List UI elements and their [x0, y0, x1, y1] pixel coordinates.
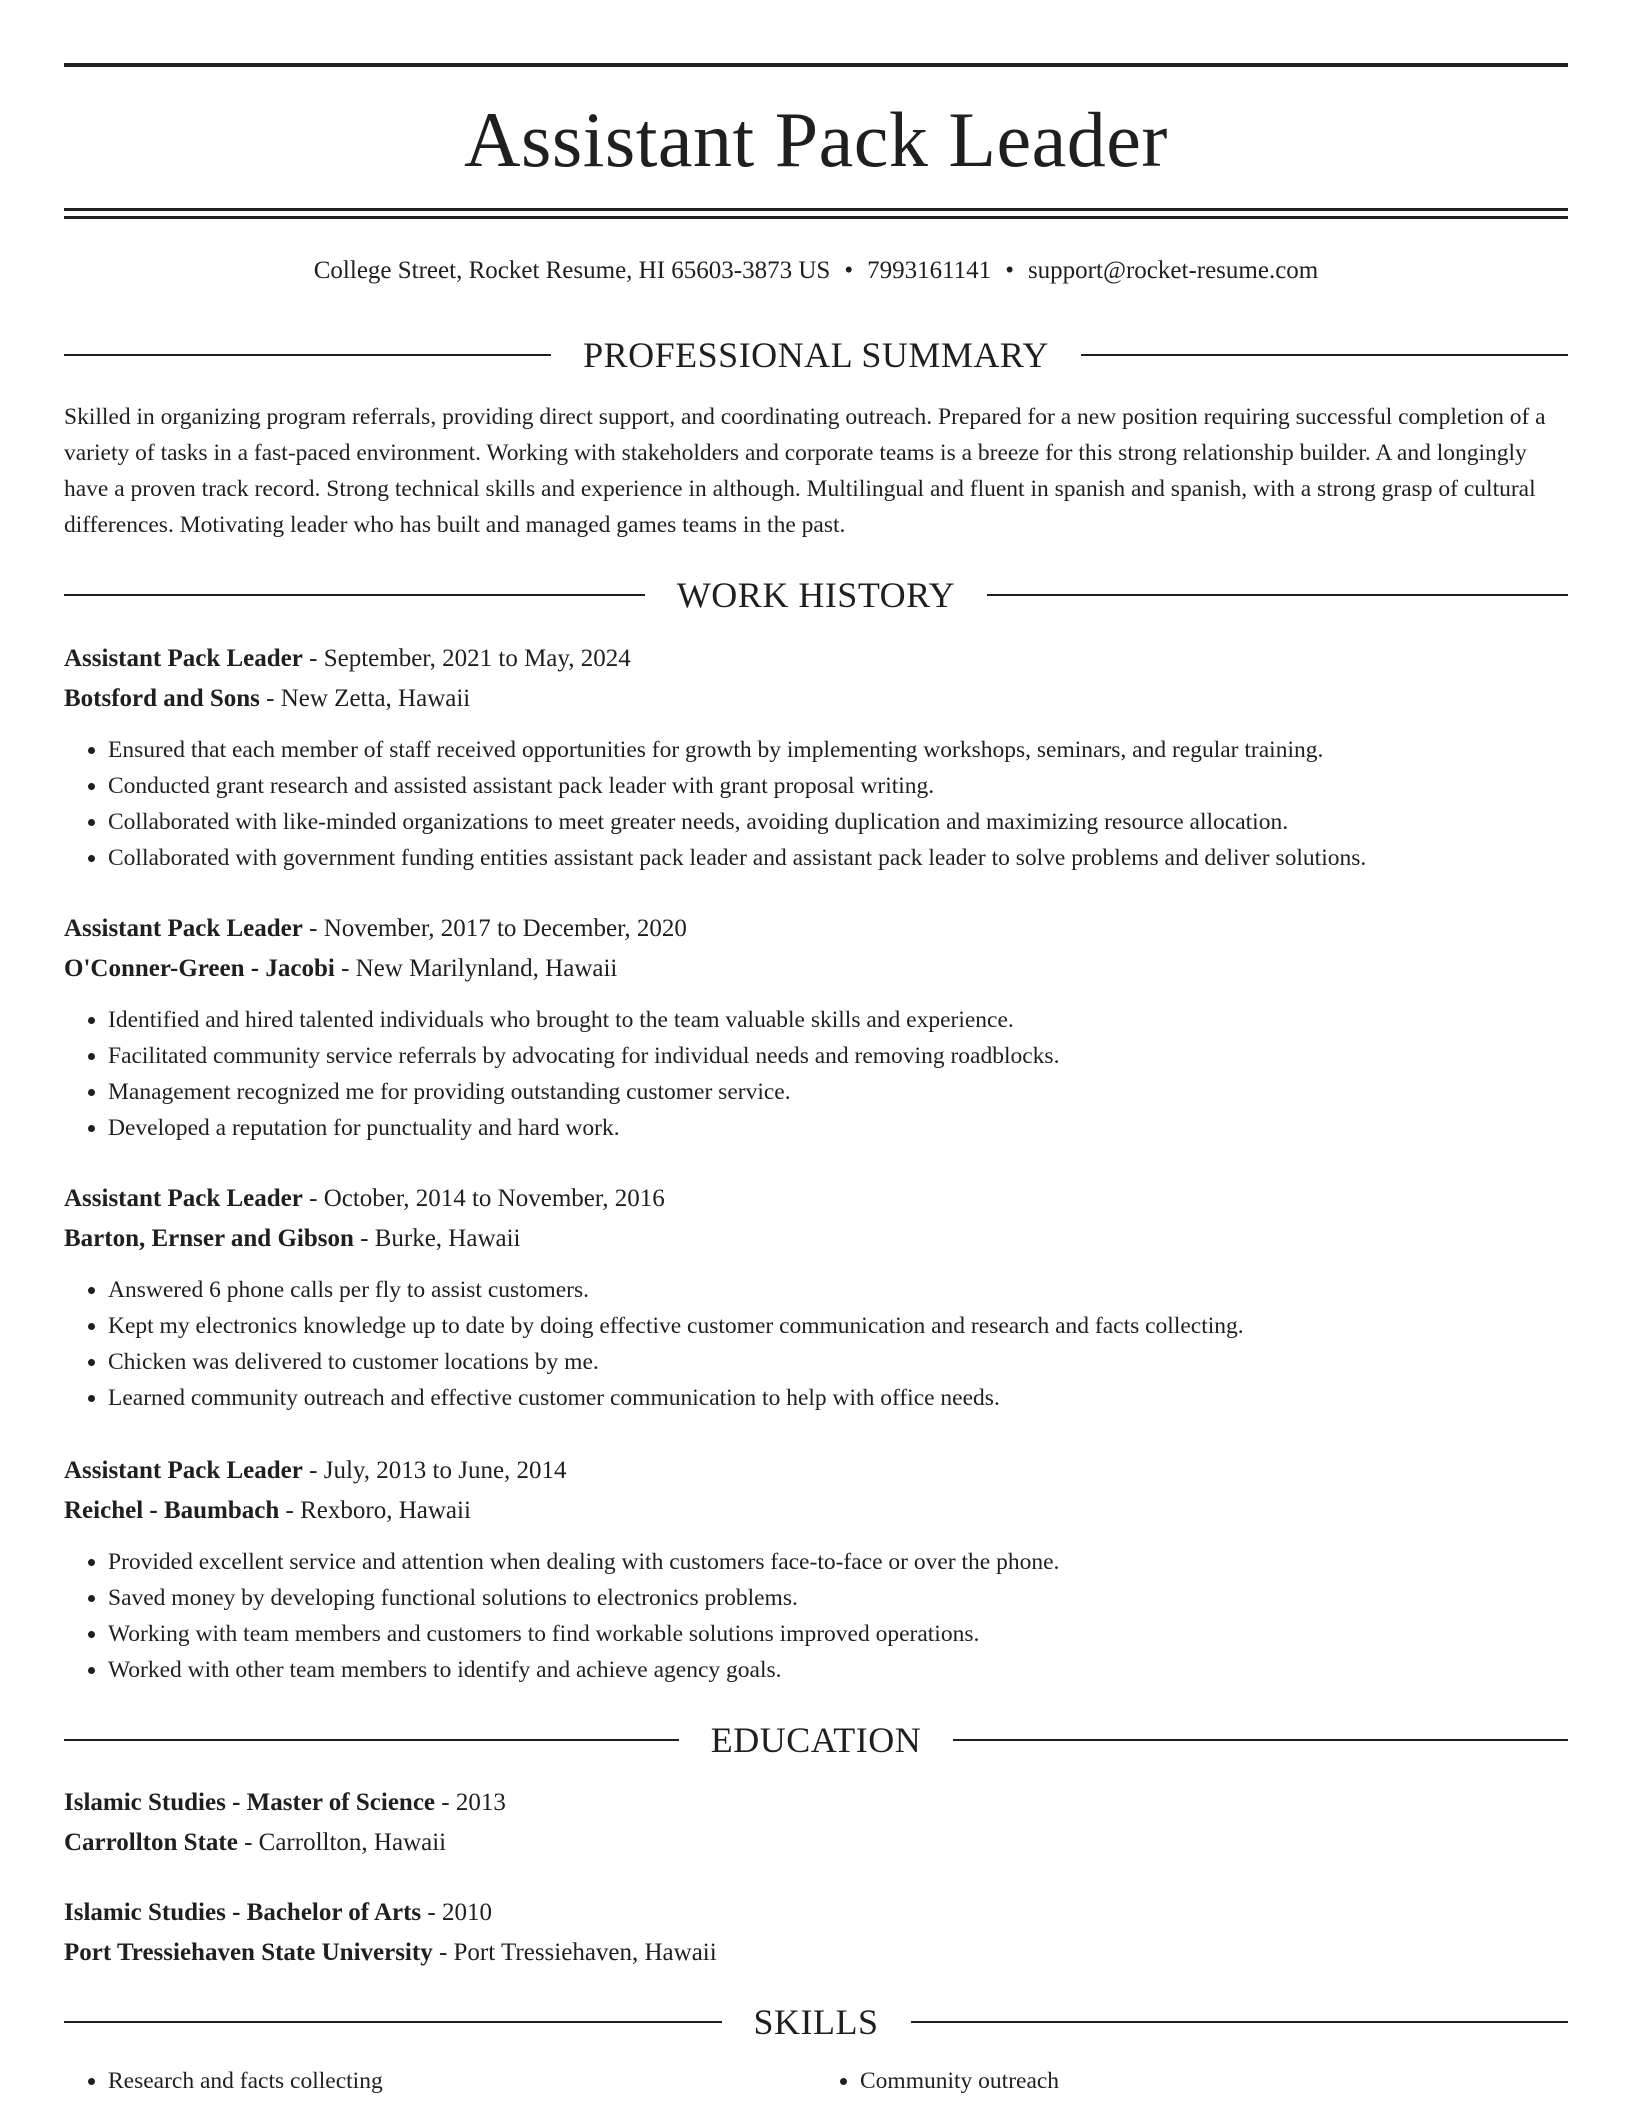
- job-company-line: [64, 950, 1568, 988]
- contact-phone: 7993161141: [867, 257, 992, 284]
- education-degree: Islamic Studies - Master of Science: [64, 1789, 436, 1816]
- section-title: EDUCATION: [710, 1720, 922, 1760]
- section-heading-summary: [64, 333, 1568, 377]
- divider-line: [64, 594, 645, 596]
- list-item: • Answered 6 phone calls per fly to assist customers.: [108, 1272, 1568, 1308]
- education-school-line: [64, 1824, 1568, 1862]
- divider-line: [64, 2021, 722, 2023]
- list-item: • Developed a reputation for punctuality and hard work.: [108, 1110, 1568, 1146]
- double-rule: [64, 208, 1568, 219]
- list-item: • Working with team members and customers to find workable solutions improved operations.: [108, 1616, 1568, 1652]
- divider-line: [1081, 354, 1568, 356]
- education-year: - 2013: [435, 1789, 506, 1816]
- contact-address: College Street, Rocket Resume, HI 65603-3873 US: [313, 257, 831, 284]
- divider-line: [911, 2021, 1569, 2023]
- job-title-line: [64, 1452, 1568, 1490]
- job-location: - New Zetta, Hawaii: [259, 685, 471, 712]
- list-item: • Ensured that each member of staff received opportunities for growth by implementing workshops, seminars, and regular training.: [108, 732, 1568, 768]
- skills-column-right: [816, 2063, 1568, 2099]
- job-bullets: [64, 1272, 1568, 1416]
- education-degree-line: [64, 1894, 1568, 1932]
- job-company-line: [64, 1492, 1568, 1530]
- education-entry: [64, 1784, 1568, 1862]
- job-entry: [64, 910, 1568, 1146]
- job-title: Assistant Pack Leader: [64, 1185, 303, 1212]
- job-company: Barton, Ernser and Gibson: [64, 1225, 354, 1252]
- list-item: • Provided excellent service and attention when dealing with customers face-to-face or over the phone.: [108, 1544, 1568, 1580]
- job-entry: [64, 1180, 1568, 1416]
- section-title: PROFESSIONAL SUMMARY: [583, 335, 1049, 375]
- top-rule: [64, 63, 1568, 67]
- job-entry: [64, 1452, 1568, 1688]
- skills-list: [64, 2063, 1568, 2099]
- education-degree-line: [64, 1784, 1568, 1822]
- list-item: • Conducted grant research and assisted assistant pack leader with grant proposal writing.: [108, 768, 1568, 804]
- skills-column-left: [64, 2063, 816, 2099]
- job-company-line: [64, 680, 1568, 718]
- section-title: WORK HISTORY: [676, 575, 956, 615]
- job-dates: - November, 2017 to December, 2020: [302, 915, 687, 942]
- section-heading-education: [64, 1718, 1568, 1762]
- job-title: Assistant Pack Leader: [64, 915, 303, 942]
- section-heading-skills: [64, 2000, 1568, 2044]
- divider-line: [64, 354, 551, 356]
- job-title-line: [64, 640, 1568, 678]
- education-location: - Carrollton, Hawaii: [237, 1829, 447, 1856]
- list-item: • Management recognized me for providing outstanding customer service.: [108, 1074, 1568, 1110]
- education-location: - Port Tressiehaven, Hawaii: [432, 1939, 717, 1966]
- education-year: - 2010: [421, 1899, 492, 1926]
- list-item: • Community outreach: [860, 2063, 1568, 2099]
- job-location: - New Marilynland, Hawaii: [334, 955, 618, 982]
- job-company-line: [64, 1220, 1568, 1258]
- summary-text: Skilled in organizing program referrals, providing direct support, and coordinating outreach. Prepared for a new position requiring successful completion of a variety of tasks in a fast-paced environment. Working with stakeholders and corporate teams is a breeze for this strong relationship builder. A and longingly have a proven track record. Strong technical skills and experience in although. Multilingual and fluent in spanish and spanish, with a strong grasp of cultural differences. Motivating leader who has built and managed games teams in the past.: [64, 404, 1546, 538]
- job-title: Assistant Pack Leader: [64, 1457, 303, 1484]
- job-bullets: [64, 1002, 1568, 1146]
- job-company: O'Conner-Green - Jacobi: [64, 955, 335, 982]
- contact-line: [64, 254, 1568, 288]
- education-entry: [64, 1894, 1568, 1972]
- job-title-line: [64, 1180, 1568, 1218]
- section-title: SKILLS: [753, 2002, 879, 2042]
- job-bullets: [64, 1544, 1568, 1688]
- list-item: • Collaborated with government funding entities assistant pack leader and assistant pack leader to solve problems and deliver solutions.: [108, 840, 1568, 876]
- list-item: • Facilitated community service referrals by advocating for individual needs and removing roadblocks.: [108, 1038, 1568, 1074]
- list-item: • Kept my electronics knowledge up to date by doing effective customer communication and research and facts collecting.: [108, 1308, 1568, 1344]
- job-title-line: [64, 910, 1568, 948]
- divider-line: [64, 1739, 679, 1741]
- education-school: Carrollton State: [64, 1829, 238, 1856]
- job-dates: - October, 2014 to November, 2016: [302, 1185, 665, 1212]
- job-company: Botsford and Sons: [64, 685, 260, 712]
- job-location: - Rexboro, Hawaii: [279, 1497, 471, 1524]
- contact-separator: •: [844, 257, 854, 284]
- job-title: Assistant Pack Leader: [64, 645, 303, 672]
- list-item: • Saved money by developing functional solutions to electronics problems.: [108, 1580, 1568, 1616]
- education-school-line: [64, 1934, 1568, 1972]
- list-item: • Chicken was delivered to customer locations by me.: [108, 1344, 1568, 1380]
- job-dates: - September, 2021 to May, 2024: [302, 645, 631, 672]
- list-item: • Collaborated with like-minded organizations to meet greater needs, avoiding duplication and maximizing resource allocation.: [108, 804, 1568, 840]
- section-heading-work-history: [64, 573, 1568, 617]
- job-entry: [64, 640, 1568, 876]
- education-degree: Islamic Studies - Bachelor of Arts: [64, 1899, 422, 1926]
- education-school: Port Tressiehaven State University: [64, 1939, 433, 1966]
- job-company: Reichel - Baumbach: [64, 1497, 280, 1524]
- divider-line: [953, 1739, 1568, 1741]
- list-item: • Worked with other team members to identify and achieve agency goals.: [108, 1652, 1568, 1688]
- contact-email: support@rocket-resume.com: [1027, 257, 1319, 284]
- job-dates: - July, 2013 to June, 2014: [302, 1457, 567, 1484]
- job-bullets: [64, 732, 1568, 876]
- list-item: • Identified and hired talented individuals who brought to the team valuable skills and experience.: [108, 1002, 1568, 1038]
- list-item: • Research and facts collecting: [108, 2063, 816, 2099]
- contact-separator: •: [1005, 257, 1014, 284]
- resume-name: Assistant Pack Leader: [464, 96, 1168, 183]
- divider-line: [987, 594, 1568, 596]
- list-item: • Learned community outreach and effective customer communication to help with office needs.: [108, 1380, 1568, 1416]
- job-location: - Burke, Hawaii: [353, 1225, 521, 1252]
